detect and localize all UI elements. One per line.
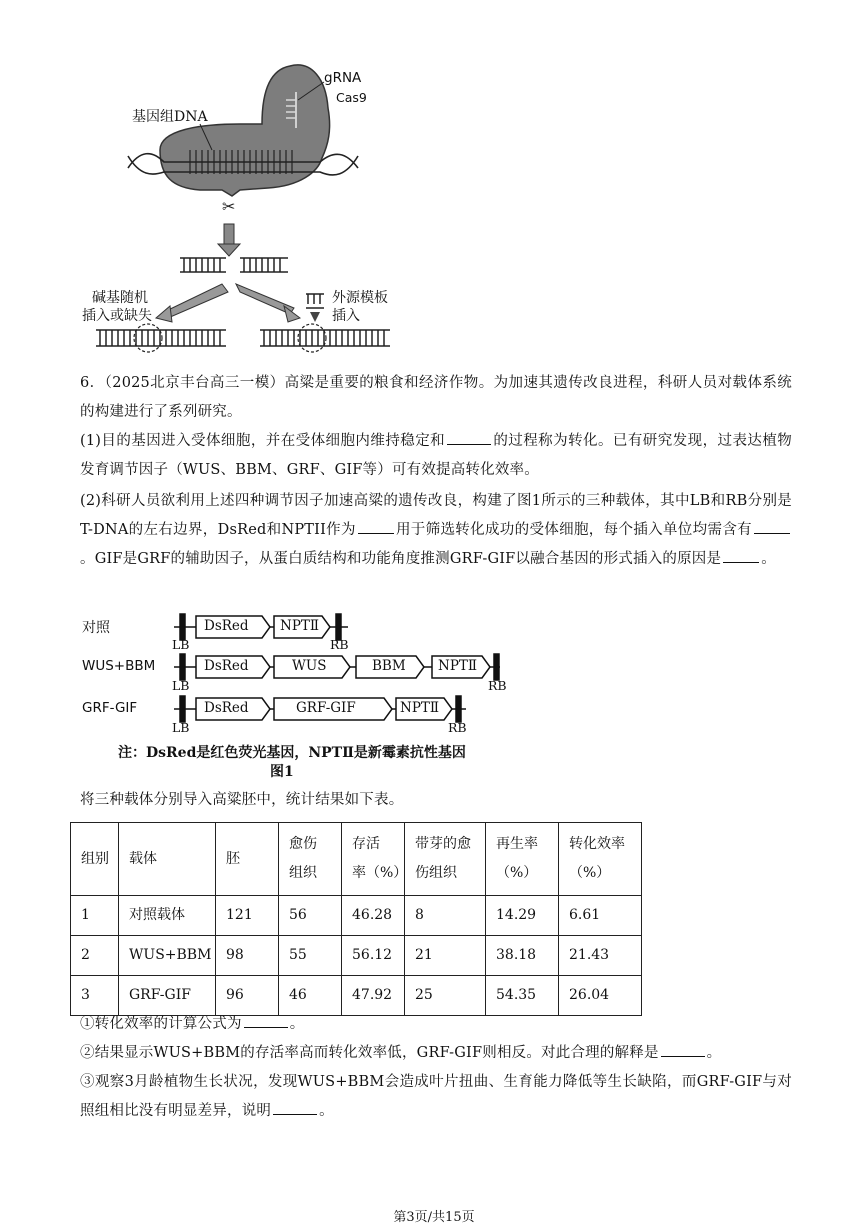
table-cell: WUS+BBM (119, 936, 216, 976)
answer-blank[interactable] (244, 1013, 288, 1028)
answer-blank[interactable] (273, 1100, 317, 1115)
table-row (71, 896, 642, 936)
question-source: （2025北京丰台高三一模） (104, 375, 285, 391)
table-cell: 54.35 (486, 976, 559, 1016)
subquestion-3 (80, 1068, 792, 1126)
down-arrow-icon (218, 224, 240, 256)
question-part-2 (80, 487, 792, 574)
gene-box-label: GRF-GIF (296, 700, 356, 716)
answer-blank[interactable] (754, 519, 790, 534)
question-intro (80, 369, 792, 427)
cut-dna-right (240, 258, 288, 272)
vector-row-name: WUS+BBM (82, 658, 156, 674)
gene-box-label: BBM (372, 658, 406, 674)
answer-blank[interactable] (661, 1042, 705, 1057)
table-intro: 将三种载体分别导入高粱胚中，统计结果如下表。 (80, 792, 404, 808)
table-cell: 56 (279, 896, 342, 936)
table-cell: 21 (405, 936, 486, 976)
rb-label: RB (448, 720, 467, 735)
table-cell: 96 (216, 976, 279, 1016)
table-header-cell: 带芽的愈 伤组织 (405, 823, 486, 896)
table-cell: 56.12 (342, 936, 405, 976)
random-mutation-label-2: 插入或缺失 (82, 308, 152, 324)
table-cell: 对照载体 (119, 896, 216, 936)
table-cell: 121 (216, 896, 279, 936)
sub1-text-a: ①转化效率的计算公式为 (80, 1016, 242, 1032)
cas9-label: Cas9 (336, 90, 367, 105)
table-header-cell: 再生率 （%） (486, 823, 559, 896)
figure-note: 注：DsRed是红色荧光基因，NPTⅡ是新霉素抗性基因 (118, 745, 466, 761)
random-mutation-label-1: 碱基随机 (92, 290, 148, 306)
part2-text-b: 用于筛选转化成功的受体细胞，每个插入单位均需含有 (395, 522, 752, 538)
part2-text-c: 。GIF是GRF的辅助因子，从蛋白质结构和功能角度推测GRF-GIF以融合基因的形式插入的原因是 (80, 551, 722, 567)
grna-label: gRNA (324, 70, 362, 86)
table-header-cell: 存活 率（%） (342, 823, 405, 896)
table-cell: 26.04 (559, 976, 642, 1016)
sub2-text-b: 。 (706, 1045, 722, 1061)
gene-box-label: NPTⅡ (280, 618, 320, 634)
table-cell: 46.28 (342, 896, 405, 936)
table-cell: 6.61 (559, 896, 642, 936)
figure-caption: 图1 (270, 764, 294, 780)
rb-label: RB (488, 678, 507, 693)
page-footer: 第3页/共15页 (393, 1210, 475, 1225)
template-insert-label-2: 插入 (332, 308, 360, 324)
part2-text-d: 。 (761, 551, 776, 567)
answer-blank[interactable] (358, 519, 394, 534)
table-cell: 14.29 (486, 896, 559, 936)
subquestion-1 (80, 1010, 792, 1039)
gene-box-label: DsRed (204, 618, 249, 634)
vector-row-name: 对照 (82, 620, 110, 636)
cut-dna-left (180, 258, 226, 272)
table-cell: 38.18 (486, 936, 559, 976)
crispr-figure (0, 0, 868, 360)
table-row (71, 936, 642, 976)
table-cell: 46 (279, 976, 342, 1016)
genome-dna-label: 基因组DNA (132, 109, 208, 125)
gene-box-label: WUS (292, 658, 327, 674)
table-header-cell: 转化效率 （%） (559, 823, 642, 896)
answer-blank[interactable] (447, 430, 491, 445)
table-cell: 2 (71, 936, 119, 976)
vector-figure (0, 608, 868, 780)
rb-label: RB (330, 637, 349, 652)
table-header-row (71, 823, 642, 896)
sub3-text-b: 。 (319, 1103, 334, 1119)
question-intro-text: 高粱是重要的粮食和经济作物。为加速其遗传改良进程，科研人员对载体系统的构建进行了系列研究。 (80, 375, 793, 420)
table-cell: 8 (405, 896, 486, 936)
gene-box-label: NPTⅡ (400, 700, 440, 716)
table-cell: 25 (405, 976, 486, 1016)
gene-box-label: NPTⅡ (438, 658, 478, 674)
sub1-text-b: 。 (289, 1016, 305, 1032)
question-part-1 (80, 427, 792, 485)
sub2-text-a: ②结果显示WUS+BBM的存活率高而转化效率低，GRF-GIF则相反。对此合理的解释是 (80, 1045, 659, 1061)
vector-row-name: GRF-GIF (82, 700, 138, 716)
part2-text-a: (2)科研人员欲利用上述四种调节因子加速高粱的遗传改良，构建了图1所示的三种载体，其中LB和RB分别是T-DNA的左右边界，DsRed和NPTII作为 (80, 493, 792, 538)
subquestion-2 (80, 1039, 792, 1068)
question-number: 6． (80, 375, 105, 391)
part1-text-a: (1)目的基因进入受体细胞，并在受体细胞内维持稳定和 (80, 433, 446, 449)
table-cell: 21.43 (559, 936, 642, 976)
gene-box-label: DsRed (204, 700, 249, 716)
table-header-cell: 愈伤 组织 (279, 823, 342, 896)
table-cell: 3 (71, 976, 119, 1016)
template-insert-label-1: 外源模板 (332, 290, 388, 306)
table-header-cell: 载体 (119, 823, 216, 896)
part1-text-b: 的过程称为转化。已有研究发现，过表达植物发育调节因子（WUS、BBM、GRF、GIF等）可有效提高转化效率。 (80, 433, 792, 478)
scissors-icon: ✂ (222, 197, 236, 216)
table-cell: 1 (71, 896, 119, 936)
table-header-cell: 胚 (216, 823, 279, 896)
lb-label: LB (172, 637, 190, 652)
vector-row-control (174, 614, 348, 640)
cas9-protein-shape (160, 65, 330, 196)
table-cell: GRF-GIF (119, 976, 216, 1016)
left-branch-arrow (156, 284, 228, 322)
exogenous-template (306, 294, 324, 322)
lb-label: LB (172, 720, 190, 735)
table-cell: 55 (279, 936, 342, 976)
table-cell: 47.92 (342, 976, 405, 1016)
right-branch-arrow (236, 284, 300, 322)
table-cell: 98 (216, 936, 279, 976)
results-table (70, 822, 642, 1016)
table-header-cell: 组别 (71, 823, 119, 896)
lb-label: LB (172, 678, 190, 693)
gene-box-label: DsRed (204, 658, 249, 674)
answer-blank[interactable] (723, 548, 759, 563)
sub3-text-a: ③观察3月龄植物生长状况，发现WUS+BBM会造成叶片扭曲、生育能力降低等生长缺陷，而GRF-GIF与对照组相比没有明显差异，说明 (80, 1074, 792, 1119)
